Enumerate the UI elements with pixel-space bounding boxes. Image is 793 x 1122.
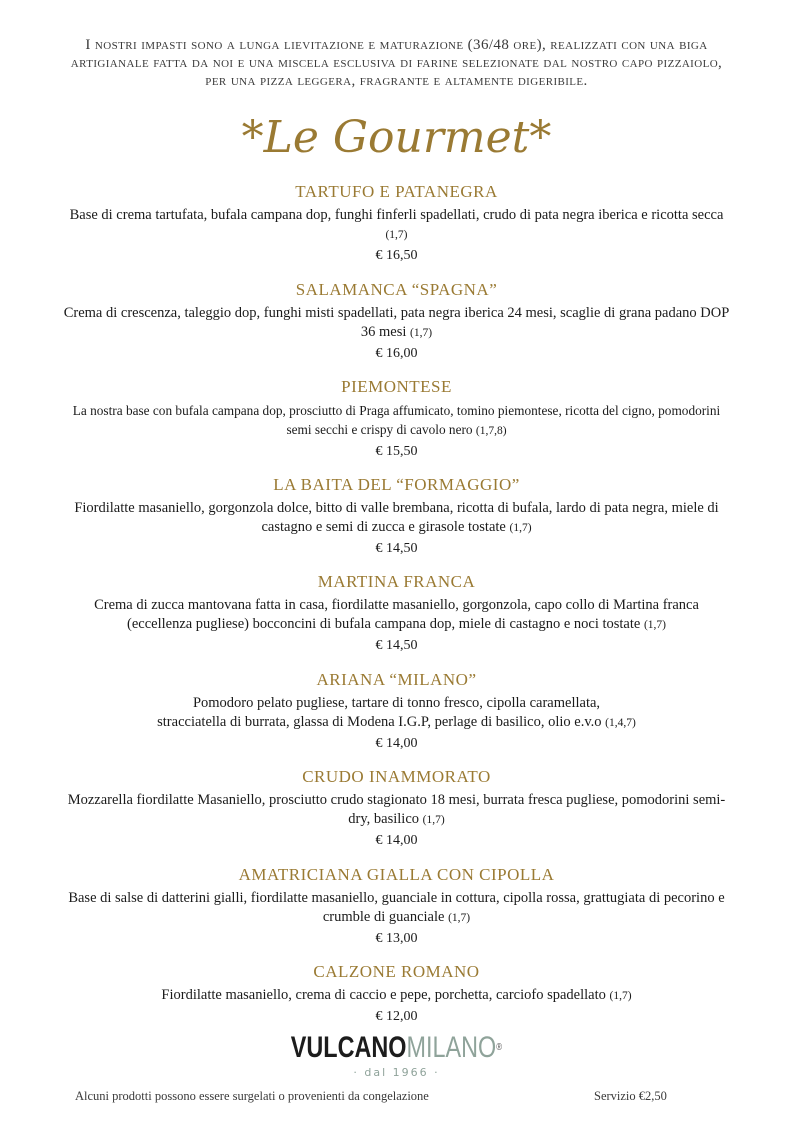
menu-item [60, 475, 733, 573]
item-name: PIEMONTESE [341, 377, 452, 396]
item-name: LA BAITA DEL “FORMAGGIO” [273, 474, 520, 494]
item-description: Pomodoro pelato pugliese, tartare di tonno fresco, cipolla caramellata, stracciatella di burrata, glassa di Modena I.G.P, perlage di basilico, olio e.v.o (1,4,7) [157, 694, 636, 730]
menu-item [60, 767, 733, 865]
item-allergens: (1,7) [609, 990, 632, 1002]
logo-tagline: · dal 1966 · [353, 1066, 440, 1079]
section-title: *Le Gourmet* [241, 112, 552, 163]
item-allergens: (1,7) [385, 229, 408, 241]
item-name: CALZONE ROMANO [313, 962, 480, 981]
item-description: Base di salse di datterini gialli, fiordilatte masaniello, guanciale in cottura, cipolla rossa, grattugiata di pecorino e crumble di guanciale (1,7) [68, 889, 725, 925]
item-name: MARTINA FRANCA [317, 572, 476, 591]
item-description: Crema di crescenza, taleggio dop, funghi misti spadellati, pata negra iberica 24 mesi, scaglie di grana padano DOP 36 mesi (1,7) [63, 304, 730, 340]
menu-item [60, 280, 733, 378]
menu-item [60, 377, 733, 475]
item-description: Fiordilatte masaniello, gorgonzola dolce, bitto di valle brembana, ricotta di bufala, lardo di pata negra, miele di castagno e semi di zucca e girasole tostate (1,7) [74, 499, 719, 535]
item-description: Crema di zucca mantovana fatta in casa, fiordilatte masaniello, gorgonzola, capo collo di Martina franca (eccellenza pugliese) bocconcini di bufala campana dop, miele di castagno e noci tostate (1,7) [94, 597, 699, 632]
item-name: ARIANA “MILANO” [316, 669, 477, 689]
item-price: € 12,00 [375, 1009, 418, 1024]
item-description: Mozzarella fiordilatte Masaniello, prosciutto crudo stagionato 18 mesi, burrata fresca pugliese, pomodorini semi-dry, basilico (1,7) [67, 792, 726, 827]
item-description: Base di crema tartufata, bufala campana dop, funghi finferli spadellati, crudo di pata negra iberica e ricotta secca (1,7) [69, 207, 724, 241]
menu-item [60, 182, 733, 280]
item-allergens: (1,7) [448, 911, 471, 924]
item-allergens: (1,7) [422, 814, 445, 826]
item-description: La nostra base con bufala campana dop, prosciutto di Praga affumicato, tomino piemontese, ricotta del cigno, pomodorini semi secchi e crispy di cavolo nero (1,7,8) [72, 403, 721, 437]
item-price: € 14,00 [375, 735, 418, 751]
item-price: € 14,00 [375, 833, 418, 848]
menu-item [60, 670, 733, 768]
item-price: € 14,50 [375, 638, 418, 653]
menu-item [60, 572, 733, 670]
footer-note: Alcuni prodotti possono essere surgelati o provenienti da congelazione [75, 1089, 429, 1103]
item-allergens: (1,7,8) [475, 425, 507, 437]
menu-item [60, 865, 733, 963]
item-price: € 15,50 [375, 444, 418, 459]
intro-text: I nostri impasti sono a lunga lievitazione e maturazione (36/48 ore), realizzati con una biga artigianale fatta da noi e una miscela esclusiva di farine selezionate dal nostro capo pizzaiolo, per una pizza leggera, fragrante e altamente digeribile. [70, 37, 723, 89]
item-price: € 16,50 [375, 248, 418, 263]
brand-logo [0, 1032, 793, 1079]
item-price: € 16,00 [375, 345, 418, 361]
item-name: CRUDO INAMMORATO [302, 767, 491, 786]
item-price: € 13,00 [375, 930, 418, 946]
item-price: € 14,50 [375, 540, 418, 556]
item-allergens: (1,4,7) [605, 716, 636, 729]
service-charge: Servizio €2,50 [594, 1089, 667, 1103]
menu-list [60, 182, 733, 1060]
item-name: TARTUFO E PATANEGRA [295, 182, 498, 201]
item-allergens: (1,7) [410, 326, 433, 339]
item-allergens: (1,7) [643, 619, 666, 631]
logo-wordmark: VULCANOMILANO® [290, 1031, 503, 1064]
item-name: SALAMANCA “SPAGNA” [295, 279, 498, 299]
item-description: Fiordilatte masaniello, crema di caccio e pepe, porchetta, carciofo spadellato (1,7) [161, 987, 632, 1003]
item-allergens: (1,7) [509, 521, 532, 534]
item-name: AMATRICIANA GIALLA CON CIPOLLA [238, 864, 555, 884]
